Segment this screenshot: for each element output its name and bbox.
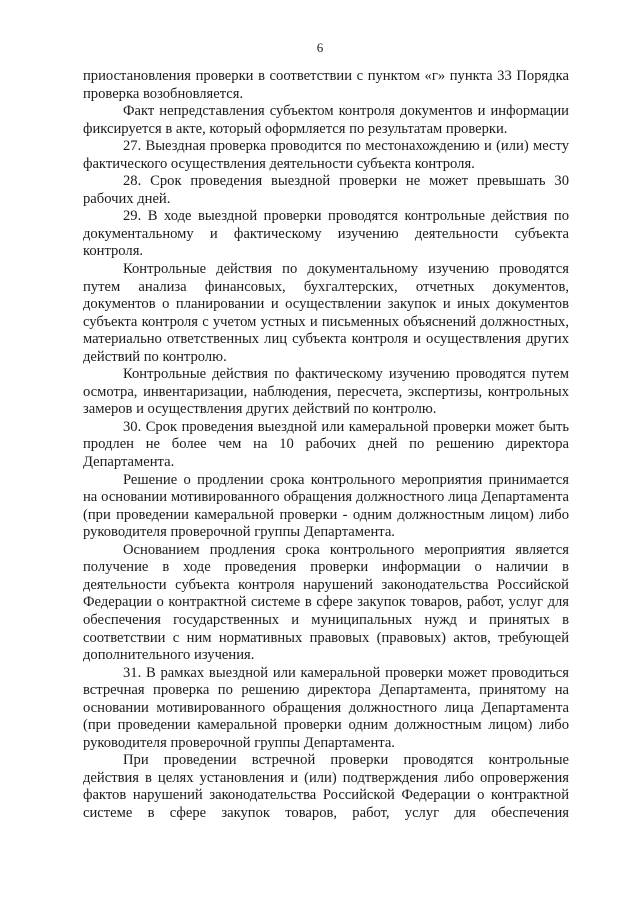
document-body bbox=[83, 68, 569, 823]
paragraph-28: 28. Срок проведения выездной проверки не может превышать 30 рабочих дней. bbox=[83, 173, 569, 207]
paragraph-extension-grounds: Основанием продления срока контрольного мероприятия является получение в ходе проведения проверки информации о наличии в деятельности субъекта контроля нарушений законодательства Российской Федерации о контрактной системе в сфере закупок товаров, работ, услуг для обеспечения государственных и муниципальных нужд и принятых в соответствии с ним нормативных правовых (правовых) актов, требующей дополнительного изучения. bbox=[83, 541, 569, 664]
paragraph-31: 31. В рамках выездной или камеральной проверки может проводиться встречная проверка по решению директора Департамента, принятому на основании мотивированного обращения должностного лица Департамента (при проведении камеральной проверки одним должностным лицом) либо руководителя проверочной группы Департамента. bbox=[83, 664, 569, 751]
paragraph-continuation: приостановления проверки в соответствии с пунктом «г» пункта 33 Порядка проверка возобновляется. bbox=[83, 68, 569, 102]
paragraph-30: 30. Срок проведения выездной или камеральной проверки может быть продлен не более чем на 10 рабочих дней по решению директора Департамента. bbox=[83, 418, 569, 471]
paragraph-extension-decision: Решение о продлении срока контрольного мероприятия принимается на основании мотивированного обращения должностного лица Департамента (при проведении камеральной проверки - одним должностным лицом) либо руководителя проверочной группы Департамента. bbox=[83, 471, 569, 541]
paragraph-27: 27. Выездная проверка проводится по местонахождению и (или) месту фактического осуществления деятельности субъекта контроля. bbox=[83, 138, 569, 172]
paragraph-non-submission: Факт непредставления субъектом контроля документов и информации фиксируется в акте, который оформляется по результатам проверки. bbox=[83, 103, 569, 137]
paragraph-documentary-study: Контрольные действия по документальному изучению проводятся путем анализа финансовых, бухгалтерских, отчетных документов, документов о планировании и осуществлении закупок и иных документов субъекта контроля с учетом устных и письменных объяснений должностных, материально ответственных лиц субъекта контроля и осуществления других действий по контролю. bbox=[83, 261, 569, 365]
paragraph-29: 29. В ходе выездной проверки проводятся контрольные действия по документальному и фактическому изучению деятельности субъекта контроля. bbox=[83, 208, 569, 260]
paragraph-counter-check: При проведении встречной проверки проводятся контрольные действия в целях установления и (или) подтверждения либо опровержения фактов нарушений законодательства Российской Федерации о контрактной системе в сфере закупок товаров, работ, услуг для обеспечения bbox=[83, 752, 569, 821]
paragraph-factual-study: Контрольные действия по фактическому изучению проводятся путем осмотра, инвентаризации, наблюдения, пересчета, экспертизы, контрольных замеров и осуществления других действий по контролю. bbox=[83, 366, 569, 418]
page-number: 6 bbox=[316, 40, 324, 55]
